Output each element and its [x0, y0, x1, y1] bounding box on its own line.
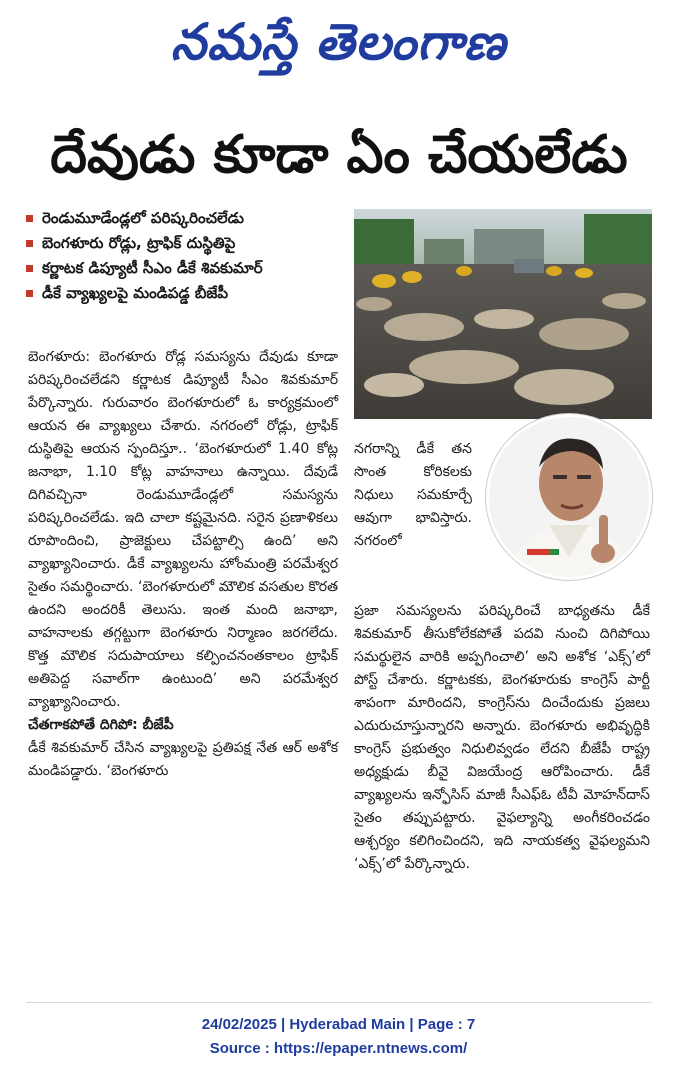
article-subhead: చేతగాకపోతే దిగిపో: బీజేపీ [28, 717, 174, 733]
footer-divider [26, 1002, 652, 1003]
article-right-narrow [354, 438, 472, 553]
bullet-item: రెండుమూడేండ్లలో పరిష్కరించలేడు [26, 206, 348, 231]
bullet-list [26, 206, 348, 306]
portrait-photo [486, 414, 652, 580]
footer-source-link[interactable]: Source : https://epaper.ntnews.com/ [209, 1040, 468, 1057]
person-portrait-image [489, 417, 649, 577]
article-paragraph: బెంగళూరు: బెంగళూరు రోడ్ల సమస్యను దేవుడు కూడా పరిష్కరించలేడని కర్ణాటక డిప్యూటీ సీఎం శివకుమార్ పేర్కొన్నారు. గురువారం బెంగళూరులో ఓ కార్యక్రమంలో ఆయన ఈ వ్యాఖ్యలు చేశారు. నగరంలో రోడ్లు, ట్రాఫిక్ దుస్థితిపై ఆయన స్పందిస్తూ.. ‘బెంగళూరులో 1.40 కోట్ల జనాభా, 1.10 కోట్ల వాహనాలు ఉన్నాయి. దేవుడే దిగివచ్చినా రెండుమూడేండ్లలో సమస్యను పరిష్కరించలేడు. ఇది చాలా కష్టమైనది. సరైన ప్రణాళికలు రూపొందించి, ప్రాజెక్టులు చేపట్టాల్సి ఉంది’ అని వ్యాఖ్యానించారు. డీకే వ్యాఖ్యలను హోంమంత్రి పరమేశ్వర సైతం సమర్థించారు. ‘బెంగళూరులో మౌలిక వసతుల కొరత ఉందని అందరికీ తెలుసు. ఇంత మంది జనాభా, వాహనాలకు తగ్గట్టుగా బెంగళూరు నిర్మాణం జరగలేదు. కొత్త మౌలిక సదుపాయాలు కల్పించనంతకాలం ట్రాఫిక్ అతిపెద్ద సవాల్‌గా ఉంటుంది’ అని పరమేశ్వర వ్యాఖ్యానించారు. [28, 349, 338, 710]
article-left-column [28, 346, 338, 783]
masthead-title: నమస్తే తెలంగాణ [170, 13, 507, 71]
article-paragraph: నగరాన్ని డీకే తన సొంత కోరికలకు నిధులు సమకూర్చే ఆవుగా భావిస్తారు. నగరంలో [354, 441, 472, 549]
road-potholes-image [354, 209, 652, 419]
bullet-item: డీకే వ్యాఖ్యలపై మండిపడ్డ బీజేపీ [26, 281, 348, 306]
article-paragraph: డీకే శివకుమార్ చేసిన వ్యాఖ్యలపై ప్రతిపక్ష నేత ఆర్ అశోక మండిపడ్డారు. ‘బెంగళూరు [28, 740, 338, 779]
article-paragraph: ప్రజా సమస్యలను పరిష్కరించే బాధ్యతను డీకే శివకుమార్ తీసుకోలేకపోతే పదవి నుంచి దిగిపోయి సమర్థులైన వారికి అప్పగించాలి’ అని అశోక ‘ఎక్స్’లో పోస్ట్ చేశారు. కర్ణాటకకు, బెంగళూరుకు కాంగ్రెస్ పార్టీ శాపంగా మారిందని, కాంగ్రెస్‌ను దించేందుకు ప్రజలు ఎదురుచూస్తున్నారని అన్నారు. బెంగళూరు అభివృద్ధికి కాంగ్రెస్ ప్రభుత్వం నిధులివ్వడం లేదని బీజేపీ రాష్ట్ర అధ్యక్షుడు బీవై విజయేంద్ర ఆరోపించారు. డీకే వ్యాఖ్యలను ఇన్ఫోసిస్ మాజీ సీఎఫ్‌ఓ టీవీ మోహన్‌దాస్ సైతం తప్పుపట్టారు. వైఫల్యాన్ని అంగీకరించడం ఆశ్చర్యం కలిగించిందని, ఇది నాయకత్వ వైఫల్యమని ‘ఎక్స్’లో పేర్కొన్నారు. [354, 603, 650, 872]
article-right-column [354, 600, 650, 876]
bullet-item-continued: కర్ణాటక డిప్యూటీ సీఎం డీకే శివకుమార్ [26, 256, 348, 281]
footer-date-edition: 24/02/2025 | Hyderabad Main | Page : 7 [201, 1016, 476, 1033]
bullet-item: బెంగళూరు రోడ్లు, ట్రాఫిక్ దుస్థితిపై [26, 231, 348, 256]
road-photo [354, 209, 652, 419]
headline: దేవుడు కూడా ఏం చేయలేడు [50, 125, 628, 185]
